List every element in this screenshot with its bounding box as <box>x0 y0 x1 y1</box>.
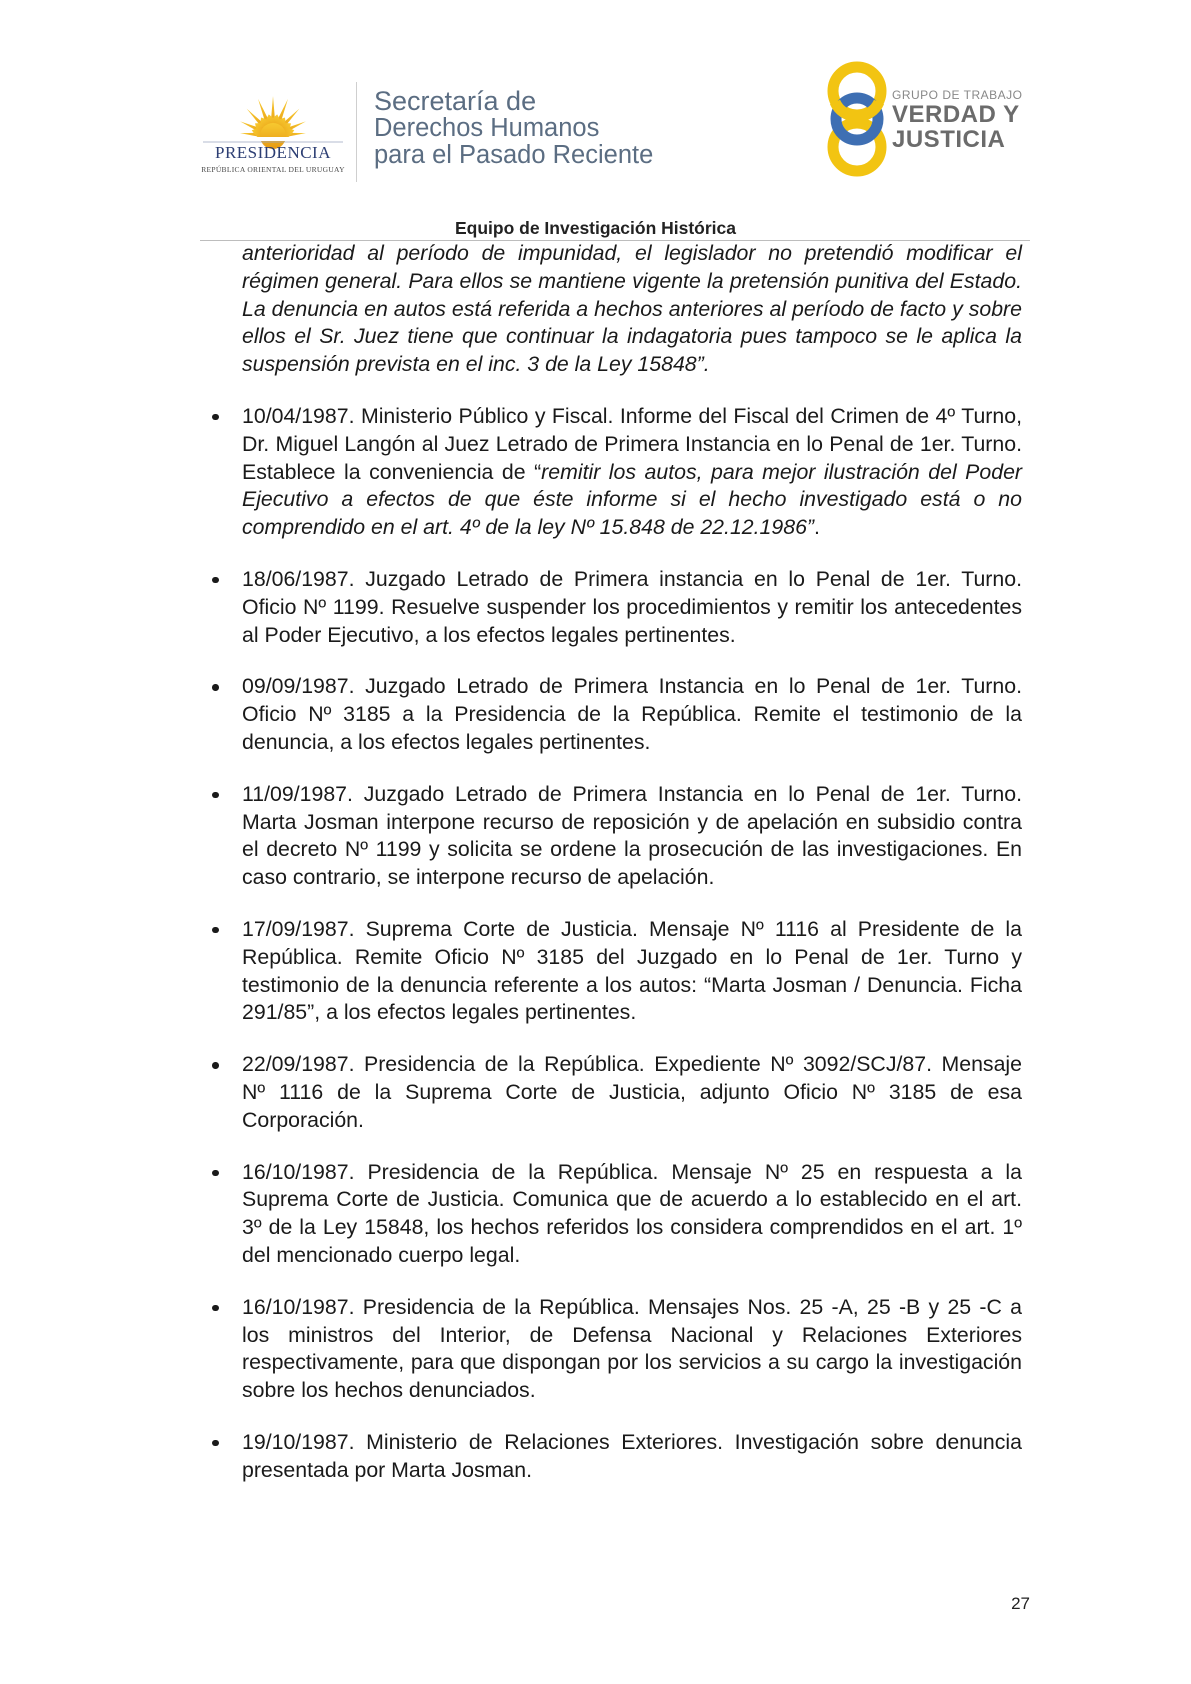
bullet-icon <box>212 1440 219 1447</box>
presidencia-label: PRESIDENCIA <box>214 143 331 162</box>
list-item <box>242 566 1022 649</box>
list-item-text: 16/10/1987. Presidencia de la República. Mensaje Nº 25 en respuesta a la Suprema Corte de Justicia. Comunica que de acuerdo a lo establecido en el art. 3º de la Ley 15848, los hechos referidos los considera comprendidos en el art. 1º del mencionado cuerpo legal. <box>242 1159 1022 1267</box>
gtvj-wordmark <box>892 88 1022 152</box>
list-item-text: 11/09/1987. Juzgado Letrado de Primera Instancia en lo Penal de 1er. Turno. Marta Josman interpone recurso de reposición y de apelación en subsidio contra el decreto Nº 1199 y solicita se ordene la prosecución de las investigaciones. En caso contrario, se interpone recurso de apelación. <box>242 781 1022 890</box>
list-item <box>242 916 1022 1027</box>
page-number: 27 <box>1011 1594 1030 1613</box>
bullet-icon <box>212 927 219 934</box>
page-header <box>0 0 1191 260</box>
bullet-icon <box>212 792 219 799</box>
gtvj-rings-icon <box>817 58 897 180</box>
intro-paragraph: anterioridad al período de impunidad, el legislador no pretendió modificar el régimen general. Para ellos se mantiene vigente la pretensión punitiva del Estado. La denuncia en autos está referida a hechos anteriores al período de facto y sobre ellos el Sr. Juez tiene que continuar la indagatoria pues tampoco se le aplica la suspensión prevista en el inc. 3 de la Ley 15848”. <box>242 241 1022 377</box>
list-item <box>242 673 1022 756</box>
item-quote: remitir los autos, para mejor ilustración del Poder Ejecutivo a efectos de que éste informe si el hecho investigado está o no comprendido en el art. 4º de la ley Nº 15.848 de 22.12.1986” <box>242 459 1023 540</box>
secretaria-line1: Secretaría de <box>374 86 537 116</box>
list-item-text: 19/10/1987. Ministerio de Relaciones Exteriores. Investigación sobre denuncia presentada por Marta Josman. <box>242 1429 1022 1482</box>
secretaria-line3: para el Pasado Reciente <box>374 141 654 169</box>
section-title: Equipo de Investigación Histórica <box>454 218 737 238</box>
presidencia-subtitle: REPÚBLICA ORIENTAL DEL URUGUAY <box>201 165 345 174</box>
item-text: 10/04/1987. Ministerio Público y Fiscal. Informe del Fiscal del Crimen de 4º Turno, Dr. Miguel Langón al Juez Letrado de Primera Instancia en lo Penal de 1er. Turno. Establece la conveniencia de “ <box>242 403 1022 484</box>
list-item <box>242 781 1022 892</box>
list-item <box>242 1429 1022 1485</box>
list-item <box>242 1051 1022 1134</box>
secretaria-wordmark <box>374 88 653 169</box>
list-item-text: 17/09/1987. Suprema Corte de Justicia. Mensaje Nº 1116 al Presidente de la República. Remite Oficio Nº 3185 del Juzgado en lo Penal de 1er. Turno y testimonio de la denuncia referente a los autos: “Marta Josman / Denuncia. Ficha 291/85”, a los efectos legales pertinentes. <box>242 916 1022 1025</box>
list-item-text: 09/09/1987. Juzgado Letrado de Primera Instancia en lo Penal de 1er. Turno. Oficio Nº 3185 a la Presidencia de la República. Remite el testimonio de la denuncia, a los efectos legales pertinentes. <box>242 674 1022 754</box>
list-item <box>242 1294 1022 1405</box>
bullet-icon <box>212 1305 219 1312</box>
list-item-text: 22/09/1987. Presidencia de la República. Expediente Nº 3092/SCJ/87. Mensaje Nº 1116 de la Suprema Corte de Justicia, adjunto Oficio Nº 3185 de esa Corporación. <box>242 1052 1022 1132</box>
list-item-text: 18/06/1987. Juzgado Letrado de Primera instancia en lo Penal de 1er. Turno. Oficio Nº 1199. Resuelve suspender los procedimientos y remitir los antecedentes al Poder Ejecutivo, a los efectos legales pertinentes. <box>242 566 1022 647</box>
list-item-text: 16/10/1987. Presidencia de la República. Mensajes Nos. 25 -A, 25 -B y 25 -C a los ministros del Interior, de Defensa Nacional y Relaciones Exteriores respectivamente, para que dispongan por los servicios a su cargo la investigación sobre los hechos denunciados. <box>242 1294 1022 1403</box>
bullet-icon <box>212 1062 219 1069</box>
logo-divider <box>356 82 357 182</box>
bullet-icon <box>212 684 219 691</box>
list-item <box>242 1159 1022 1270</box>
secretaria-line2: Derechos Humanos <box>374 114 600 142</box>
document-body <box>242 240 1022 1484</box>
list-item <box>242 403 1022 542</box>
gtvj-line1: GRUPO DE TRABAJO <box>892 88 1023 102</box>
item-tail: . <box>814 515 820 540</box>
gtvj-line2: VERDAD Y <box>892 101 1020 128</box>
bullet-icon <box>212 577 219 584</box>
bullet-icon <box>212 414 219 421</box>
gtvj-line3: JUSTICIA <box>892 126 1006 153</box>
bullet-icon <box>212 1170 219 1177</box>
list-item-text <box>242 403 1022 542</box>
